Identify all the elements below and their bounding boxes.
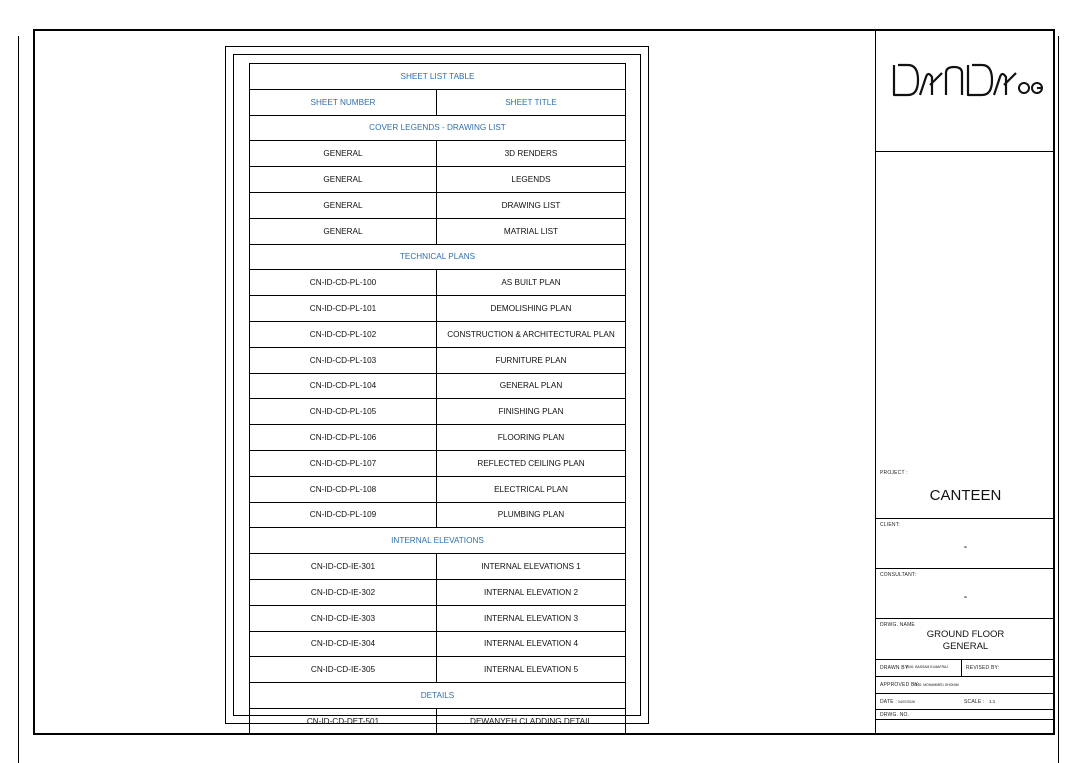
- table-row: [250, 321, 626, 347]
- section-heading-row: [250, 528, 626, 554]
- section-heading-row: [250, 115, 626, 141]
- approved-by-value: ENG. MOHAMMED GHONIM: [914, 683, 959, 687]
- table-row: [250, 631, 626, 657]
- table-row: [250, 141, 626, 167]
- page-edge-left: [18, 36, 19, 763]
- sheet-number-cell: CN-ID-CD-PL-105: [250, 399, 437, 425]
- date-value: 04/07/2026: [898, 700, 915, 704]
- sheet-number-cell: CN-ID-CD-PL-101: [250, 296, 437, 322]
- drawn-by-cell: [876, 660, 962, 676]
- column-header-sheet-title: SHEET TITLE: [437, 89, 626, 115]
- table-row: [250, 579, 626, 605]
- table-row: [250, 605, 626, 631]
- sheet-title-cell: FINISHING PLAN: [437, 399, 626, 425]
- table-row: [250, 167, 626, 193]
- table-row: [250, 218, 626, 244]
- sheet-title-cell: LEGENDS: [437, 167, 626, 193]
- sheet-number-cell: CN-ID-CD-PL-102: [250, 321, 437, 347]
- sheet-number-cell: CN-ID-CD-PL-104: [250, 373, 437, 399]
- sheet-title-cell: 3D RENDERS: [437, 141, 626, 167]
- sheet-title-cell: INTERNAL ELEVATION 5: [437, 657, 626, 683]
- section-heading: COVER LEGENDS - DRAWING LIST: [250, 115, 626, 141]
- drawing-name-line2: GENERAL: [942, 641, 989, 652]
- sheet-number-cell: CN-ID-CD-PL-103: [250, 347, 437, 373]
- section-heading: DETAILS: [250, 683, 626, 709]
- project-label: PROJECT :: [880, 470, 908, 476]
- approved-by-row: [876, 677, 1055, 694]
- date-scale-row: [876, 694, 1055, 710]
- table-row: [250, 450, 626, 476]
- sheet-title-cell: FURNITURE PLAN: [437, 347, 626, 373]
- drawing-no-label: DRWG. NO.: [880, 712, 910, 718]
- sheet-number-cell: GENERAL: [250, 167, 437, 193]
- sheet-number-cell: GENERAL: [250, 192, 437, 218]
- table-row: [250, 270, 626, 296]
- drawn-by-value: ENG. BASSAM ELMAFRAJ: [906, 665, 949, 669]
- drawing-name-label: DRWG. NAME: [880, 622, 915, 628]
- client-cell: [876, 519, 1055, 569]
- revised-by-label: REVISED BY:: [966, 665, 1000, 671]
- drawing-name-cell: [876, 619, 1055, 660]
- consultant-value: -: [963, 591, 968, 603]
- approved-by-label: APPROVED BY:: [880, 682, 920, 688]
- company-logo: [886, 59, 1048, 103]
- drawn-revised-row: [876, 660, 1055, 677]
- sheet-number-cell: CN-ID-CD-PL-106: [250, 425, 437, 451]
- table-row: [250, 192, 626, 218]
- consultant-label: CONSULTANT:: [880, 572, 917, 578]
- project-name: CANTEEN: [929, 487, 1002, 504]
- scale-label: SCALE :: [964, 699, 985, 705]
- date-label: DATE :: [880, 699, 897, 705]
- sheet-title-cell: DEWANYEH CLADDING DETAIL: [437, 708, 626, 734]
- sheet-title-cell: AS BUILT PLAN: [437, 270, 626, 296]
- sheet-title-cell: ELECTRICAL PLAN: [437, 476, 626, 502]
- client-value: -: [963, 541, 968, 553]
- sheet-title-cell: PLUMBING PLAN: [437, 502, 626, 528]
- table-row: [250, 554, 626, 580]
- page-edge-right: [1058, 36, 1059, 763]
- table-title-row: [250, 64, 626, 90]
- table-row: [250, 399, 626, 425]
- sheet-number-cell: CN-ID-CD-PL-107: [250, 450, 437, 476]
- section-heading-row: [250, 683, 626, 709]
- sheet-title-cell: FLOORING PLAN: [437, 425, 626, 451]
- sheet-number-cell: CN-ID-CD-IE-304: [250, 631, 437, 657]
- logo-area: [876, 29, 1055, 152]
- section-heading: TECHNICAL PLANS: [250, 244, 626, 270]
- sheet-title-cell: DRAWING LIST: [437, 192, 626, 218]
- table-row: [250, 296, 626, 322]
- table-row: [250, 373, 626, 399]
- table-row: [250, 425, 626, 451]
- sheet-list-title: SHEET LIST TABLE: [250, 64, 626, 90]
- sheet-list-table: [249, 63, 626, 735]
- drawing-name-line1: GROUND FLOOR: [926, 629, 1005, 640]
- sheet-title-cell: MATRIAL LIST: [437, 218, 626, 244]
- sheet-title-cell: GENERAL PLAN: [437, 373, 626, 399]
- sheet-title-cell: INTERNAL ELEVATIONS 1: [437, 554, 626, 580]
- sheet-title-cell: REFLECTED CEILING PLAN: [437, 450, 626, 476]
- table-row: [250, 657, 626, 683]
- sheet-title-cell: INTERNAL ELEVATION 2: [437, 579, 626, 605]
- scale-value: 1:1: [989, 699, 996, 704]
- table-row: [250, 476, 626, 502]
- sheet-title-cell: INTERNAL ELEVATION 3: [437, 605, 626, 631]
- sheet-title-cell: CONSTRUCTION & ARCHITECTURAL PLAN: [437, 321, 626, 347]
- sheet-number-cell: CN-ID-CD-IE-303: [250, 605, 437, 631]
- sheet-number-cell: GENERAL: [250, 218, 437, 244]
- sheet-number-cell: CN-ID-CD-PL-108: [250, 476, 437, 502]
- table-row: [250, 708, 626, 734]
- sheet-number-cell: CN-ID-CD-PL-100: [250, 270, 437, 296]
- sheet-number-cell: CN-ID-CD-IE-302: [250, 579, 437, 605]
- drawn-by-label: DRAWN BY:: [880, 665, 910, 671]
- sheet-number-cell: CN-ID-CD-IE-301: [250, 554, 437, 580]
- sheet-title-cell: DEMOLISHING PLAN: [437, 296, 626, 322]
- table-header-row: [250, 89, 626, 115]
- sheet-number-cell: CN-ID-CD-PL-109: [250, 502, 437, 528]
- sheet-title-cell: INTERNAL ELEVATION 4: [437, 631, 626, 657]
- project-cell: [876, 467, 1055, 519]
- section-heading: INTERNAL ELEVATIONS: [250, 528, 626, 554]
- drawing-no-row: [876, 710, 1055, 720]
- sheet-number-cell: CN-ID-CD-IE-305: [250, 657, 437, 683]
- sheet-number-cell: CN-ID-CD-DET-501: [250, 708, 437, 734]
- sheet-number-cell: GENERAL: [250, 141, 437, 167]
- title-block: [875, 29, 1055, 735]
- column-header-sheet-number: SHEET NUMBER: [250, 89, 437, 115]
- table-row: [250, 347, 626, 373]
- consultant-cell: [876, 569, 1055, 619]
- table-row: [250, 502, 626, 528]
- section-heading-row: [250, 244, 626, 270]
- client-label: CLIENT:: [880, 522, 901, 528]
